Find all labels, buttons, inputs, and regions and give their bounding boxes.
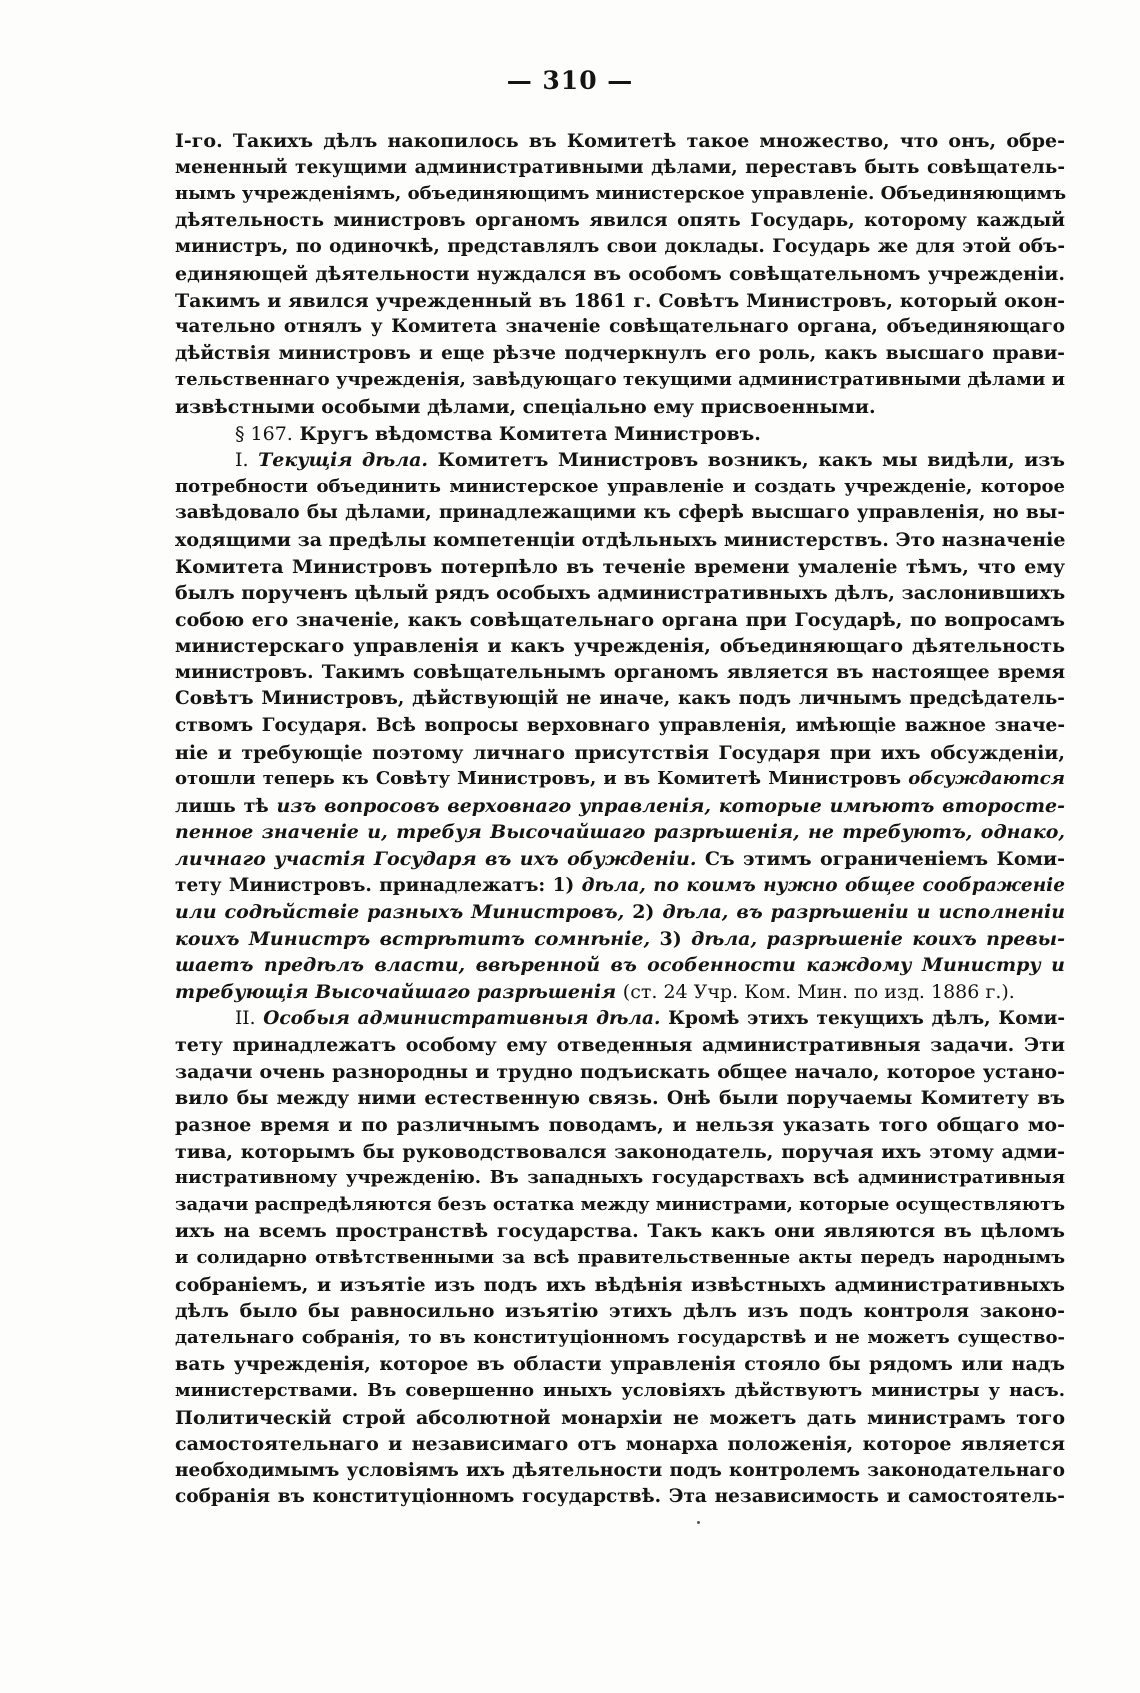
text-line: тива, которымъ бы руководствовался законодатель, поручая ихъ этому адми- <box>175 1140 1065 1163</box>
text-line: шаетъ предѣлъ власти, ввѣренной въ особенности каждому Министру и <box>175 954 1065 977</box>
text-line: министерскаго управленія и какъ учрежденія, объединяющаго дѣятельность <box>175 635 1065 658</box>
text-line: дѣятельность министровъ органомъ явился опять Государь, которому каждый <box>175 209 1065 231</box>
text-line: тету принадлежатъ особому ему отведенныя административныя задачи. Эти <box>175 1034 1065 1057</box>
scan-speck <box>697 1521 700 1524</box>
text-line: министръ, по одиночкѣ, представлялъ свои доклады. Государь же для этой объ- <box>175 236 1065 258</box>
text-line: I-го. Такихъ дѣлъ накопилось въ Комитетѣ такое множество, что онъ, обре- <box>175 130 1065 152</box>
text-line: собранія въ конституціонномъ государствѣ. Эта независимость и самостоятель- <box>175 1486 1065 1508</box>
text-line: дательнаго собранія, то въ конституціонномъ государствѣ и не можетъ существо- <box>175 1326 1065 1348</box>
text-line: самостоятельнаго и независимаго отъ монарха положенія, которое является <box>175 1433 1065 1456</box>
text-line: ихъ на всемъ пространствѣ государства. Такъ какъ они являются въ цѣломъ <box>175 1220 1065 1243</box>
text-line: I. Текущія дѣла. Комитетъ Министровъ возникъ, какъ мы видѣли, изъ <box>235 449 1065 472</box>
text-line: II. Особыя административныя дѣла. Кромѣ этихъ текущихъ дѣлъ, Коми- <box>235 1007 1065 1029</box>
text-line: вать учрежденія, которое въ области управленія стояло бы рядомъ или надъ <box>175 1353 1065 1376</box>
section-number: § 167. <box>235 422 293 445</box>
subheading: Особыя административныя дѣла. <box>263 1007 661 1029</box>
text-line: пенное значеніе и, требуя Высочайшаго разрѣшенія, не требуютъ, однако, <box>175 821 1065 844</box>
text-line: задачи очень разнородны и трудно подъискать общее начало, которое устано- <box>175 1060 1065 1083</box>
subheading: Текущія дѣла. <box>258 449 429 472</box>
text-line: тельственнаго учрежденія, завѣдующаго текущими административными дѣлами и <box>175 369 1065 391</box>
text-line: требующія Высочайшаго разрѣшенія (ст. 24 Учр. Ком. Мин. по изд. 1886 г.). <box>175 981 1015 1003</box>
text-line: Совѣтъ Министровъ, дѣйствующій не иначе, какъ подъ личнымъ предсѣдатель- <box>175 688 1065 710</box>
text-line: ніе и требующіе поэтому личнаго присутствія Государя при ихъ обсужденіи, <box>175 741 1065 764</box>
text-line: личнаго участія Государя въ ихъ обужденіи. Съ этимъ ограниченіемъ Коми- <box>175 848 1065 871</box>
text-line: собою его значеніе, какъ совѣщательнаго органа при Государѣ, по вопросамъ <box>175 608 1065 631</box>
text-line: ходящими за предѣлы компетенціи отдѣльныхъ министерствъ. Это назначеніе <box>175 528 1066 551</box>
text-line: Политическій строй абсолютной монархіи не можетъ дать министрамъ того <box>175 1406 1065 1429</box>
text-line: извѣстными особыми дѣлами, спеціально ему присвоенными. <box>175 395 876 418</box>
text-line: былъ порученъ цѣлый рядъ особыхъ административныхъ дѣлъ, заслонившихъ <box>175 582 1066 605</box>
text-line: нистративному учрежденію. Въ западныхъ государствахъ всѣ административныя <box>175 1167 1065 1189</box>
section-title: Кругъ вѣдомства Комитета Министровъ. <box>299 422 761 445</box>
section-heading <box>175 421 1065 448</box>
text-line: Такимъ и явился учрежденный въ 1861 г. Совѣтъ Министровъ, который окон- <box>175 289 1065 312</box>
page-number: — 310 — <box>506 66 634 95</box>
text-line: завѣдовало бы дѣлами, принадлежащими къ сферѣ высшаго управленія, но вы- <box>175 502 1065 524</box>
text-line: единяющей дѣятельности нуждался въ особомъ совѣщательномъ учрежденіи. <box>175 262 1065 285</box>
text-line: разное время и по различнымъ поводамъ, и нельзя указать того общаго мо- <box>175 1113 1065 1136</box>
text-line: коихъ Министръ встрѣтитъ сомнѣніе, 3) дѣла, разрѣшеніе коихъ превы- <box>175 927 1065 950</box>
text-line: Комитета Министровъ потерпѣло въ теченіе времени умаленіе тѣмъ, что ему <box>175 555 1065 578</box>
text-line: ствомъ Государя. Всѣ вопросы верховнаго управленія, имѣющіе важное значе- <box>175 715 1065 737</box>
text-line: необходимымъ условіямъ ихъ дѣятельности подъ контролемъ законодательнаго <box>175 1459 1065 1481</box>
text-line: нымъ учрежденіямъ, объединяющимъ министерское управленіе. Объединяющимъ <box>175 183 1067 205</box>
text-line: дѣйствія министровъ и еще рѣзче подчеркнулъ его роль, какъ высшаго прави- <box>175 342 1065 364</box>
text-line: министерствами. Въ совершенно иныхъ условіяхъ дѣйствуютъ министры у насъ. <box>175 1379 1065 1401</box>
text-line: и солидарно отвѣтственными за всѣ правительственные акты передъ народнымъ <box>175 1246 1065 1268</box>
text-line: отошли теперь къ Совѣту Министровъ, и въ Комитетѣ Министровъ обсуждаются <box>175 768 1065 790</box>
text-line: чательно отнялъ у Комитета значеніе совѣщательнаго органа, объединяющаго <box>175 316 1065 338</box>
text-line: мененный текущими административными дѣлами, переставъ быть совѣщатель- <box>175 156 1065 178</box>
text-line: лишь тѣ изъ вопросовъ верховнаго управленія, которые имѣютъ второсте- <box>175 794 1065 817</box>
text-line: вило бы между ними естественную связь. Онѣ были поручаемы Комитету въ <box>175 1087 1065 1110</box>
text-line: задачи распредѣляются безъ остатка между министрами, которые осуществляютъ <box>175 1193 1066 1215</box>
body-text <box>175 128 1065 1511</box>
text-line: министровъ. Такимъ совѣщательнымъ органомъ является въ настоящее время <box>175 661 1065 683</box>
text-line: тету Министровъ. принадлежатъ: 1) дѣла, по коимъ нужно общее соображеніе <box>175 874 1065 896</box>
text-line: собраніемъ, и изъятіе изъ подъ ихъ вѣдѣнія извѣстныхъ административныхъ <box>175 1273 1065 1296</box>
text-line: потребности объединить министерское управленіе и создать учрежденіе, которое <box>175 475 1065 497</box>
text-line: или содѣйствіе разныхъ Министровъ, 2) дѣла, въ разрѣшеніи и исполненіи <box>175 901 1066 924</box>
text-line: дѣлъ было бы равносильно изъятію этихъ дѣлъ изъ подъ контроля законо- <box>175 1300 1065 1323</box>
